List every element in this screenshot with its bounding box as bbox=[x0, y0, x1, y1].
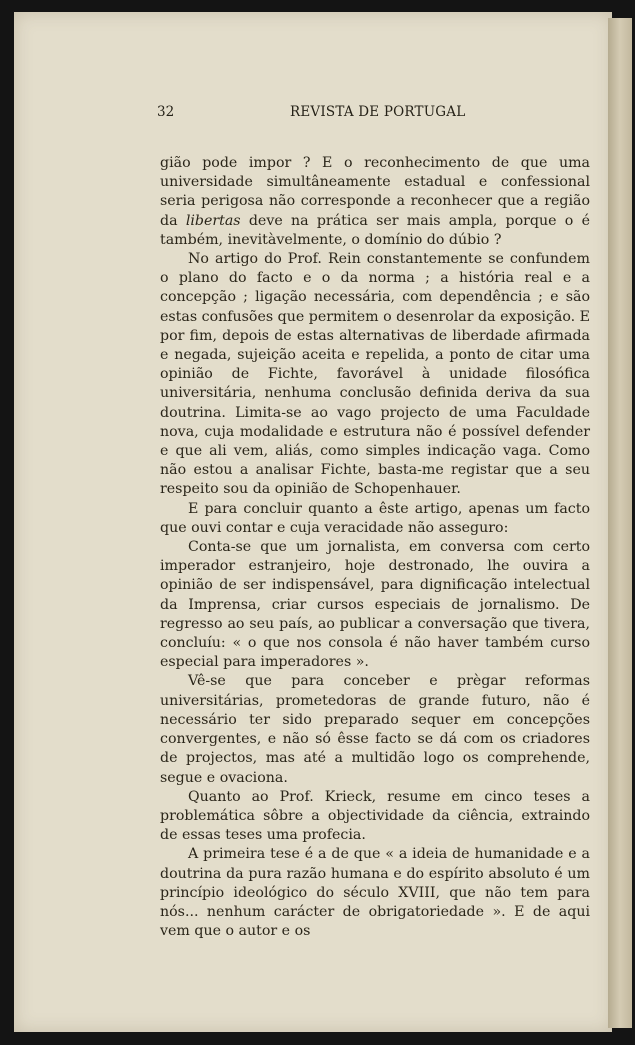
body-text bbox=[160, 154, 590, 941]
paragraph-reforms: Vê-se que para conceber e prègar reformas universitárias, prometedoras de grande futuro, não é necessário ter sido preparado sequer em concepções convergentes, e não só êsse facto se dá com os criadores de projectos, mas até a multidão logo os comprehende, segue e ovaciona. bbox=[160, 673, 590, 786]
latin-term: libertas bbox=[185, 212, 241, 229]
paragraph-conclusion: E para concluir quanto a êste artigo, apenas um facto que ouvi contar e cuja veracidade não asseguro: bbox=[160, 500, 590, 536]
running-head bbox=[14, 104, 612, 124]
paragraph-first-thesis: A primeira tese é a de que « a ideia de humanidade e a doutrina da pura razão humana e do espírito absoluto é um princípio ideológico do século XVIII, que não tem para nós... nenhum carácter de obrigatoriedade ». E de aqui vem que o autor e os bbox=[160, 846, 590, 940]
paragraph-anecdote: Conta-se que um jornalista, em conversa com certo imperador estranjeiro, hoje destronado, lhe ouvira a opinião de ser indispensável, para dignificação intelectual da Imprensa, criar cursos especiais de jornalismo. De regresso ao seu país, ao publicar a conversação que tivera, concluíu: « o que nos consola é não haver também curso especial para imperadores ». bbox=[160, 539, 590, 671]
book-page bbox=[14, 12, 612, 1032]
journal-title: REVISTA DE PORTUGAL bbox=[290, 104, 466, 120]
paragraph-krieck: Quanto ao Prof. Krieck, resume em cinco teses a problemática sôbre a objectividade da ciência, extraindo de essas teses uma profecia. bbox=[160, 788, 590, 844]
page-edge bbox=[608, 18, 632, 1028]
paragraph-rein: No artigo do Prof. Rein constantemente se confundem o plano do facto e o da norma ; a história real e a concepção ; ligação necessária, com dependência ; e são estas confusões que permitem o desenrolar da exposição. E por fim, depois de estas alternativas de liberdade afirmada e negada, sujeição aceita e repelida, a ponto de citar uma opinião de Fichte, favorável à unidade filosófica universitária, nenhuma conclusão definida deriva da sua doutrina. Limita-se ao vago projecto de uma Faculdade nova, cuja modalidade e estrutura não é possível defender e que ali vem, aliás, como simples indicação vaga. Como não estou a analisar Fichte, basta-me registar que a seu respeito sou da opinião de Schopenhauer. bbox=[160, 251, 591, 498]
paragraph-continuation: gião pode impor ? E o reconhecimento de que uma universidade simultâneamente estadual e confessional seria perigosa não corresponde a reconhecer que a região da libertas deve na prática ser mais ampla, porque o é também, inevitàvelmente, o domínio do dúbio ? bbox=[160, 155, 591, 248]
page-number: 32 bbox=[157, 104, 175, 120]
